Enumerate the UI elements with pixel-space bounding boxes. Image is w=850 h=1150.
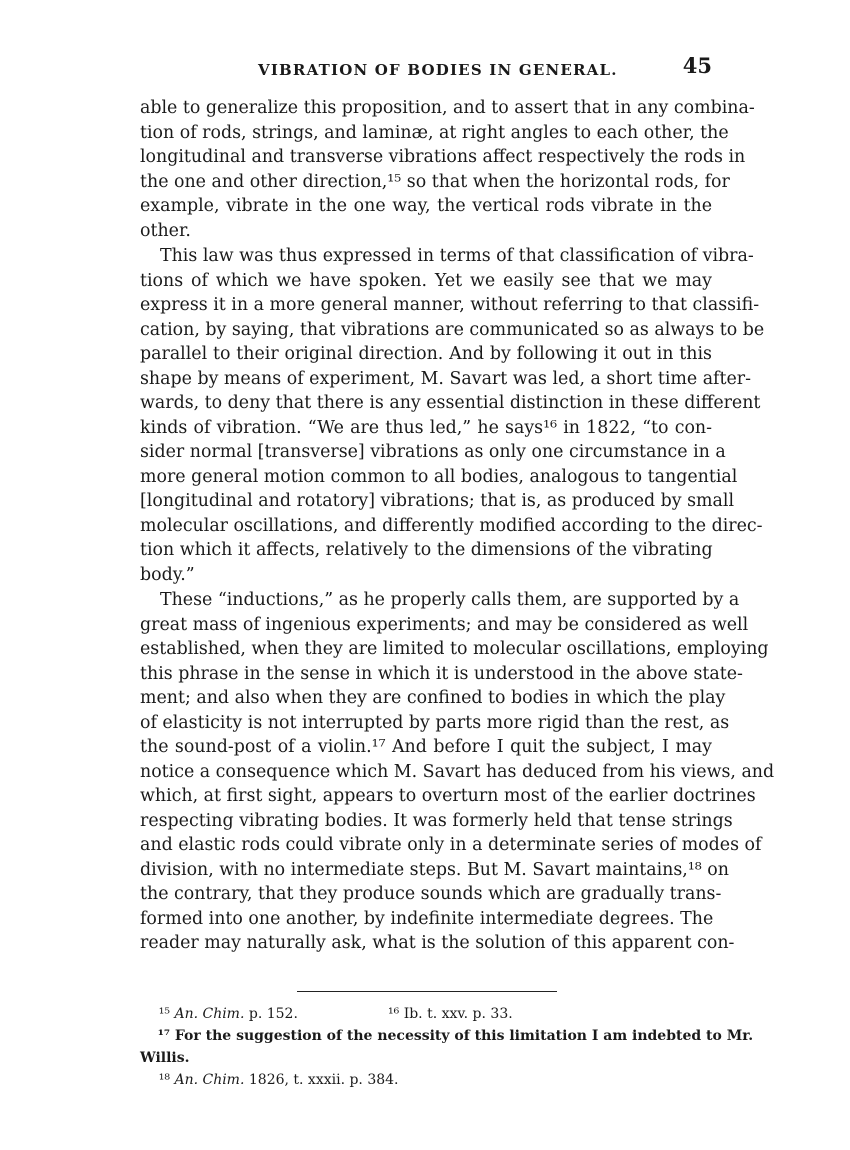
footnote-17: [140, 1025, 754, 1047]
text-line: the sound-post of a violin.¹⁷ And before I quit the subject, I may: [140, 737, 712, 757]
text-line: of elasticity is not interrupted by parts more rigid than the rest, as: [140, 712, 730, 733]
text-line: reader may naturally ask, what is the solution of this apparent con-: [140, 933, 735, 953]
text-line: These “inductions,” as he properly calls them, are supported by a: [160, 590, 740, 610]
body-text: [140, 96, 775, 956]
text-line: kinds of vibration. “We are thus led,” he says¹⁶ in 1822, “to con-: [140, 417, 712, 438]
paragraph-1: [140, 96, 755, 243]
text-line: tion which it affects, relatively to the dimensions of the vibrating: [140, 540, 713, 560]
footnote-18-source: An. Chim.: [174, 1072, 245, 1088]
text-line: cation, by saying, that vibrations are communicated so as always to be: [140, 319, 765, 340]
paragraph-3: [140, 588, 775, 956]
text-line: able to generalize this proposition, and to assert that in any combina-: [140, 98, 755, 118]
text-line: the contrary, that they produce sounds which are gradually trans-: [140, 884, 722, 904]
footnotes: [140, 1003, 754, 1091]
running-head: VIBRATION OF BODIES IN GENERAL.: [258, 61, 618, 79]
text-line: more general motion common to all bodies, analogous to tangential: [140, 466, 738, 487]
footnote-15-source: An. Chim.: [174, 1006, 245, 1022]
footnote-rule: [297, 991, 557, 992]
page-header: [140, 55, 712, 85]
footnote-18: [140, 1069, 712, 1091]
text-line: sider normal [transverse] vibrations as only one circumstance in a: [140, 442, 726, 462]
text-line: example, vibrate in the one way, the vertical rods vibrate in the: [140, 196, 712, 216]
footnote-15-ref: p. 152.: [248, 1006, 298, 1022]
text-line: great mass of ingenious experiments; and may be considered as well: [140, 614, 749, 635]
footnote-16: [388, 1003, 513, 1025]
text-line: and elastic rods could vibrate only in a determinate series of modes of: [140, 835, 762, 855]
footnote-17-continued: [140, 1047, 712, 1069]
text-line: body.”: [140, 564, 195, 585]
text-line: notice a consequence which M. Savart has deduced from his views, and: [140, 761, 775, 782]
text-line: respecting vibrating bodies. It was formerly held that tense strings: [140, 810, 733, 831]
text-line: this phrase in the sense in which it is understood in the above state-: [140, 663, 743, 684]
text-line: other.: [140, 220, 191, 241]
text-line: express it in a more general manner, without referring to that classifi-: [140, 295, 760, 315]
footnote-16-text: Ib. t. xxv. p. 33.: [403, 1006, 513, 1022]
text-line: shape by means of experiment, M. Savart was led, a short time after-: [140, 368, 751, 389]
page-number: 45: [682, 53, 712, 78]
text-line: division, with no intermediate steps. But M. Savart maintains,¹⁸ on: [140, 859, 729, 880]
text-line: ment; and also when they are confined to bodies in which the play: [140, 688, 726, 708]
footnote-16-mark: ¹⁶: [388, 1006, 400, 1022]
footnote-17-text: For the suggestion of the necessity of this limitation I am indebted to Mr.: [174, 1028, 754, 1044]
text-line: established, when they are limited to molecular oscillations, employing: [140, 639, 769, 659]
text-line: molecular oscillations, and differently modified according to the direc-: [140, 515, 763, 536]
footnote-18-ref: 1826, t. xxxii. p. 384.: [248, 1072, 399, 1088]
text-line: tions of which we have spoken. Yet we easily see that we may: [140, 270, 712, 291]
text-line: which, at first sight, appears to overturn most of the earlier doctrines: [140, 786, 756, 806]
text-line: the one and other direction,¹⁵ so that when the horizontal rods, for: [140, 171, 730, 192]
footnote-15-mark: ¹⁵: [158, 1006, 170, 1022]
text-line: longitudinal and transverse vibrations affect respectively the rods in: [140, 147, 746, 167]
text-line: parallel to their original direction. And by following it out in this: [140, 344, 712, 364]
text-line: formed into one another, by indefinite intermediate degrees. The: [140, 908, 714, 929]
text-line: wards, to deny that there is any essential distinction in these different: [140, 393, 761, 413]
footnote-17-text-2: Willis.: [140, 1050, 190, 1066]
footnote-18-mark: ¹⁸: [158, 1072, 170, 1088]
text-line: tion of rods, strings, and laminæ, at right angles to each other, the: [140, 122, 729, 143]
footnote-row: [140, 1003, 712, 1025]
footnote-17-mark: ¹⁷: [157, 1028, 170, 1044]
paragraph-2: [140, 244, 765, 587]
text-line: [longitudinal and rotatory] vibrations; that is, as produced by small: [140, 491, 735, 511]
text-line: This law was thus expressed in terms of that classification of vibra-: [160, 246, 754, 266]
